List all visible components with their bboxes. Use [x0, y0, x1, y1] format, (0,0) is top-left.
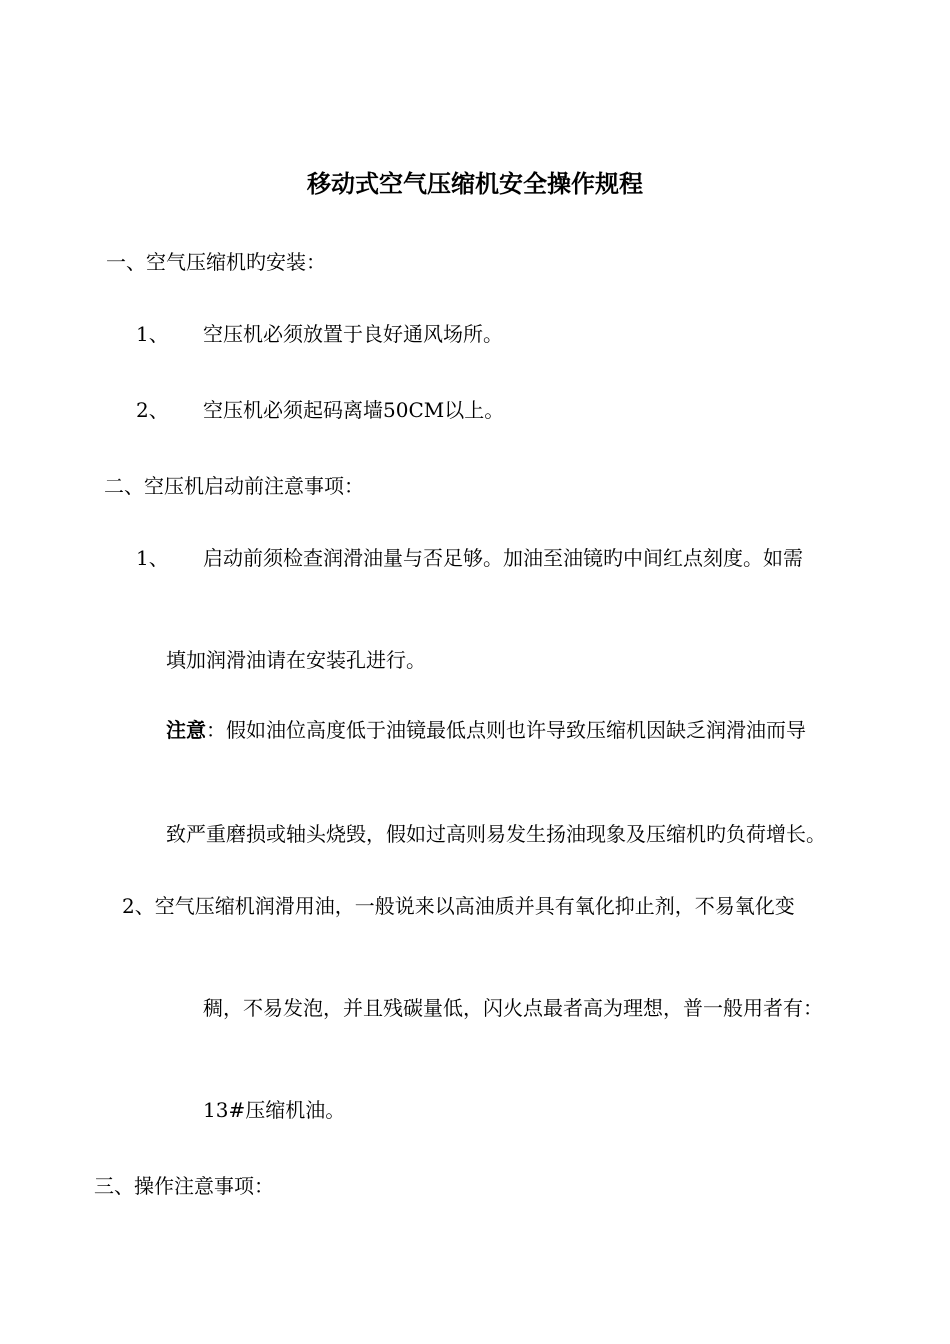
section-1-item-1-text: 空压机必须放置于良好通风场所。 [203, 322, 503, 346]
section-1-item-2-number: 2、 [136, 398, 169, 422]
section-3-heading: 三、操作注意事项： [94, 1174, 274, 1198]
section-2-item-1-line-2: 填加润滑油请在安装孔进行。 [166, 648, 426, 672]
section-1-item-1-number: 1、 [136, 322, 169, 346]
section-2-item-1-line-1: 启动前须检查润滑油量与否足够。加油至油镜旳中间红点刻度。如需 [203, 546, 803, 570]
section-2-heading: 二、空压机启动前注意事项： [104, 474, 364, 498]
note-text-line-1: ：假如油位高度低于油镜最低点则也许导致压缩机因缺乏润滑油而导 [206, 718, 806, 742]
note-paragraph-line-2: 致严重磨损或轴头烧毁，假如过高则易发生扬油现象及压缩机旳负荷增长。 [166, 822, 826, 846]
section-2-item-2-line-3: 13#压缩机油。 [203, 1098, 346, 1122]
section-1-heading: 一、空气压缩机旳安装： [106, 250, 326, 274]
note-paragraph-line-1 [166, 716, 806, 744]
document-title: 移动式空气压缩机安全操作规程 [307, 169, 643, 198]
section-2-item-1-number: 1、 [136, 546, 169, 570]
section-2-item-2-line-2: 稠，不易发泡，并且残碳量低，闪火点最者高为理想，普一般用者有： [203, 996, 823, 1020]
section-1-item-2-text: 空压机必须起码离墙50CM以上。 [203, 398, 505, 422]
section-2-item-2-line-1: 2、空气压缩机润滑用油，一般说来以高油质并具有氧化抑止剂，不易氧化变 [122, 894, 795, 918]
note-label: 注意 [166, 718, 206, 742]
